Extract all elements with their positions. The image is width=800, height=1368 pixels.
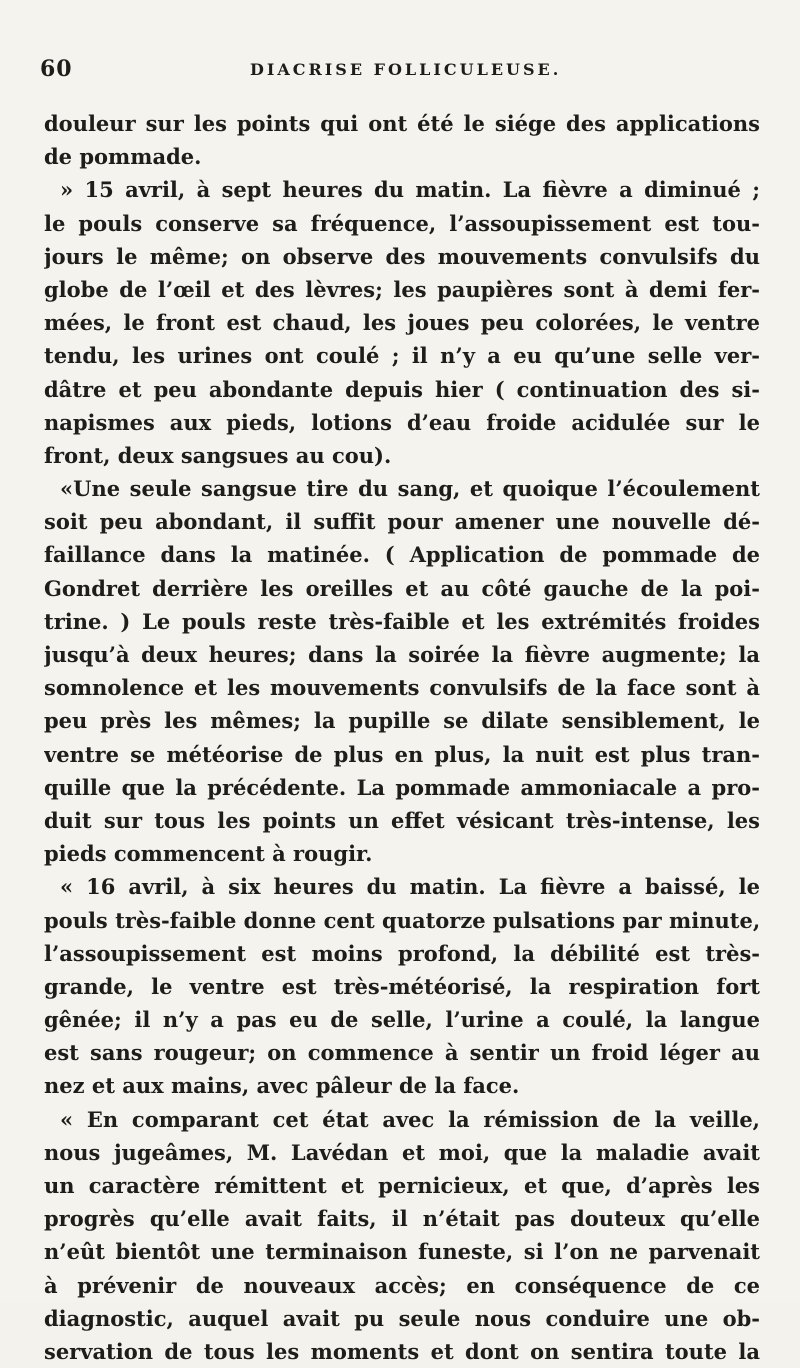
text-line: mées, le front est chaud, les joues peu colorées, le ventre <box>44 310 760 336</box>
text-line: à prévenir de nouveaux accès; en conséquence de ce <box>44 1272 760 1298</box>
text-line: un caractère rémittent et pernicieux, et que, d’après les <box>44 1173 760 1198</box>
text-line: est sans rougeur; on commence à sentir un froid léger au <box>44 1040 760 1066</box>
text-line: front, deux sangsues au cou). <box>44 442 392 468</box>
body-text <box>44 107 760 1368</box>
page-number: 60 <box>40 56 73 82</box>
text-line: pouls très-faible donne cent quatorze pulsations par minute, <box>44 907 760 933</box>
text-line: ventre se météorise de plus en plus, la nuit est plus tran- <box>44 741 760 767</box>
text-line: grande, le ventre est très-météorisé, la respiration fort <box>44 973 760 999</box>
text-line: diagnostic, auquel avait pu seule nous conduire une ob- <box>44 1305 760 1331</box>
text-line: » 15 avril, à sept heures du matin. La fièvre a diminué ; <box>60 177 760 203</box>
text-line: servation de tous les moments et dont on sentira toute la <box>44 1338 760 1364</box>
running-title: DIACRISE FOLLICULEUSE. <box>250 60 562 79</box>
text-line: « En comparant cet état avec la rémission de la veille, <box>60 1106 760 1132</box>
text-line: gênée; il n’y a pas eu de selle, l’urine a coulé, la langue <box>44 1007 760 1033</box>
text-line: « 16 avril, à six heures du matin. La fièvre a baissé, le <box>60 874 760 900</box>
text-line: progrès qu’elle avait faits, il n’était pas douteux qu’elle <box>44 1206 760 1232</box>
text-line: nous jugeâmes, M. Lavédan et moi, que la maladie avait <box>44 1139 760 1165</box>
text-line: n’eût bientôt une terminaison funeste, si l’on ne parvenait <box>44 1239 760 1265</box>
text-line: napismes aux pieds, lotions d’eau froide acidulée sur le <box>44 409 760 435</box>
text-line: somnolence et les mouvements convulsifs de la face sont à <box>44 675 760 701</box>
text-line: «Une seule sangsue tire du sang, et quoique l’écoulement <box>60 476 760 502</box>
text-line: peu près les mêmes; la pupille se dilate sensiblement, le <box>44 708 760 734</box>
text-line: faillance dans la matinée. ( Application de pommade de <box>44 542 760 568</box>
text-line: pieds commencent à rougir. <box>44 841 373 867</box>
text-line: Gondret derrière les oreilles et au côté gauche de la poi- <box>44 575 760 601</box>
text-line: soit peu abondant, il suffit pour amener une nouvelle dé- <box>44 509 760 535</box>
text-line: le pouls conserve sa fréquence, l’assoupissement est tou- <box>44 210 760 236</box>
text-line: duit sur tous les points un effet vésicant très-intense, les <box>44 807 760 833</box>
text-line: tendu, les urines ont coulé ; il n’y a eu qu’une selle ver- <box>44 343 760 369</box>
text-line: douleur sur les points qui ont été le siége des applications <box>44 111 760 136</box>
text-line: dâtre et peu abondante depuis hier ( continuation des si- <box>44 376 760 402</box>
text-line: l’assoupissement est moins profond, la débilité est très- <box>44 940 760 966</box>
text-line: nez et aux mains, avec pâleur de la face. <box>44 1073 520 1099</box>
text-line: jusqu’à deux heures; dans la soirée la fièvre augmente; la <box>44 642 760 667</box>
text-line: trine. ) Le pouls reste très-faible et les extrémités froides <box>44 608 760 634</box>
text-line: quille que la précédente. La pommade ammoniacale a pro- <box>44 774 760 800</box>
text-line: de pommade. <box>44 144 202 170</box>
text-line: jours le même; on observe des mouvements convulsifs du <box>44 243 760 269</box>
page-header <box>40 56 760 86</box>
text-line: globe de l’œil et des lèvres; les paupières sont à demi fer- <box>44 276 760 302</box>
